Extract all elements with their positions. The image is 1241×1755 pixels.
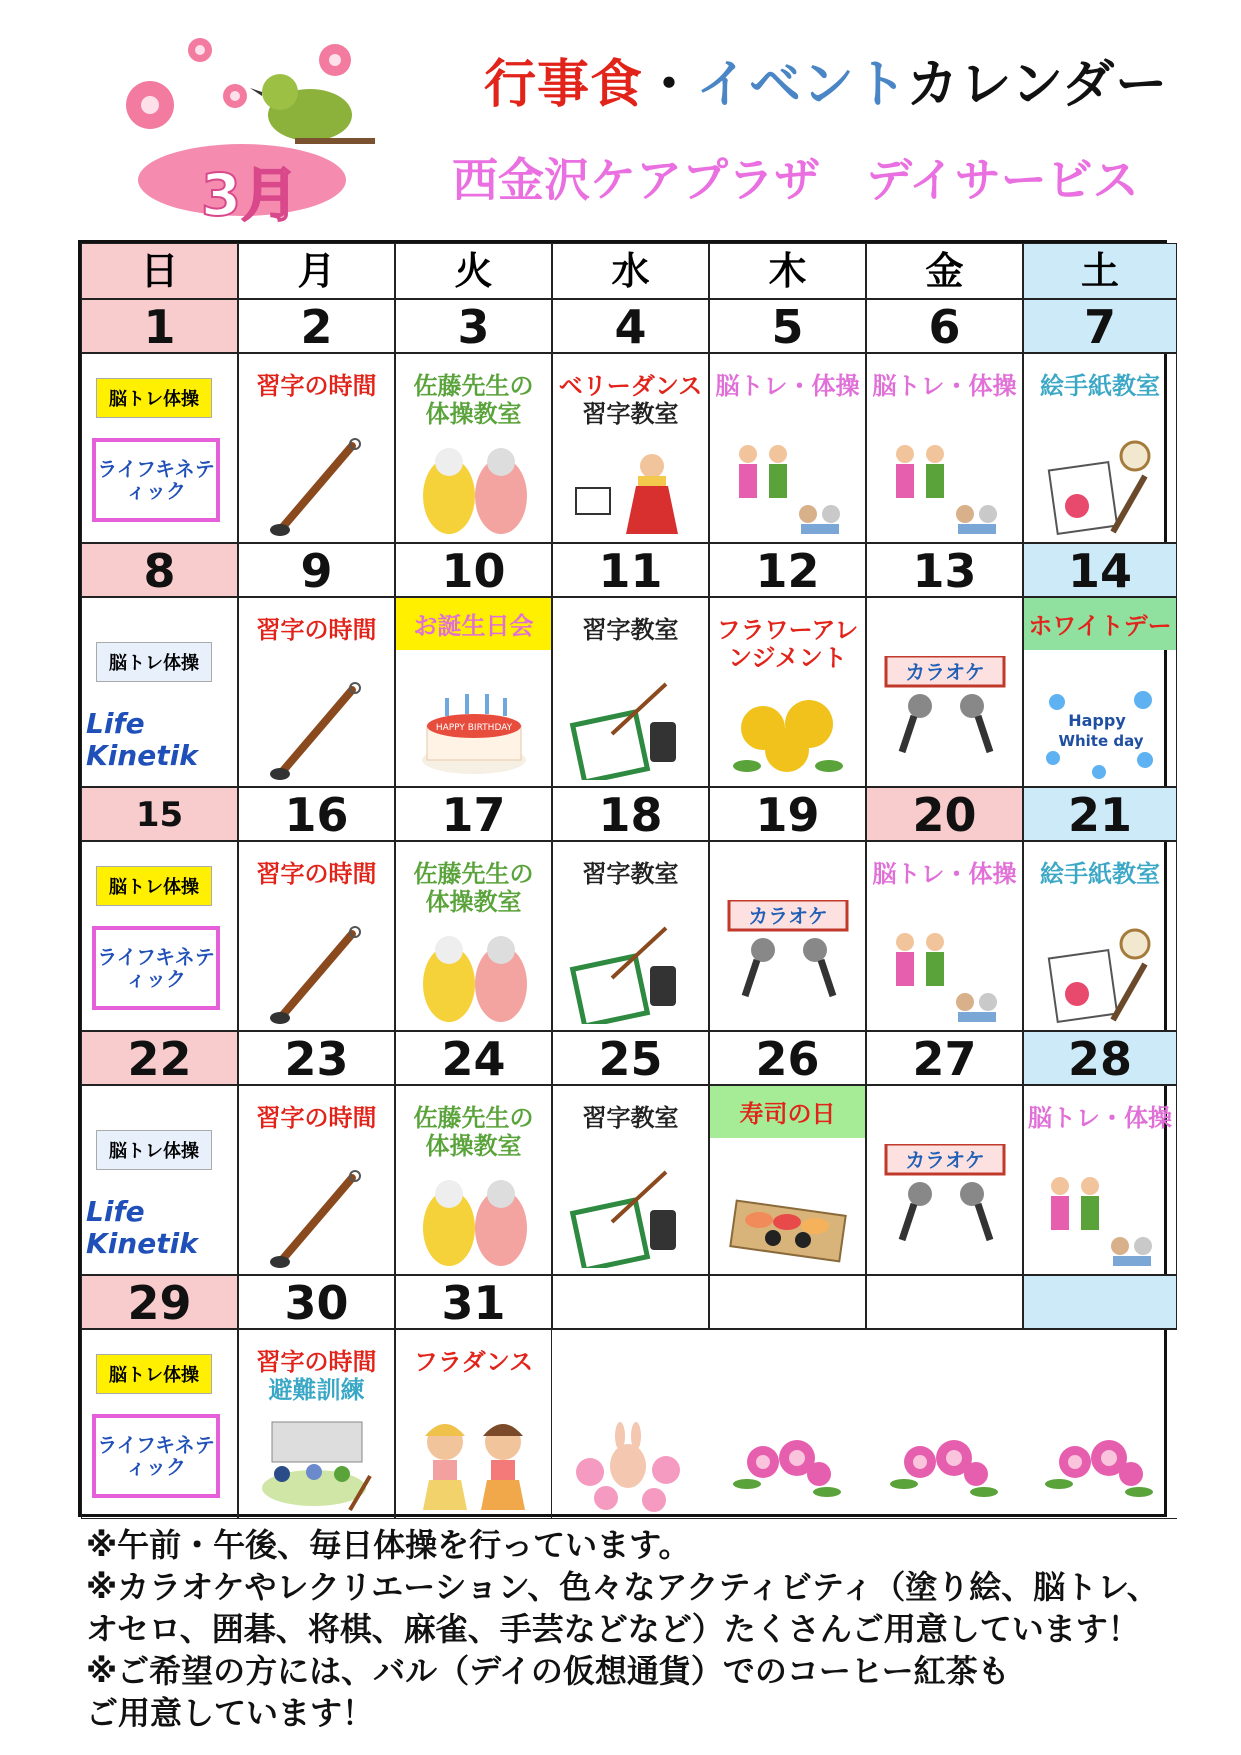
event-label: 脳トレ体操 [96, 1354, 212, 1394]
svg-text:カラオケ: カラオケ [904, 660, 985, 684]
weekday-header: 水 [552, 243, 709, 299]
day-number: 12 [709, 543, 866, 597]
event-label-2: 避難訓練 [268, 1376, 365, 1404]
event-label: 絵手紙教室 [1040, 372, 1160, 400]
day-number: 27 [866, 1031, 1023, 1085]
day-number: 4 [552, 299, 709, 353]
event-label: 佐藤先生の 体操教室 [413, 1104, 534, 1160]
event-label: 脳トレ・体操 [1028, 1104, 1172, 1132]
event-cell [238, 1085, 395, 1275]
event-cell [81, 353, 238, 543]
day-number: 1 [81, 299, 238, 353]
event-cell [1023, 353, 1177, 543]
day-number [1023, 1275, 1177, 1329]
day-number: 29 [81, 1275, 238, 1329]
karaoke-icon [867, 656, 1022, 756]
brain-training-icon [710, 436, 865, 536]
event-label: 習字の時間 [256, 1348, 377, 1376]
event-label-2: 習字教室 [582, 400, 679, 428]
day-number: 24 [395, 1031, 552, 1085]
day-number: 18 [552, 787, 709, 841]
event-label: 佐藤先生の 体操教室 [413, 372, 534, 428]
event-label: 佐藤先生の 体操教室 [413, 860, 534, 916]
event-label: 寿司の日 [710, 1086, 865, 1138]
calligraphy-icon [553, 924, 708, 1024]
event-cell [1023, 1085, 1177, 1275]
day-number: 28 [1023, 1031, 1177, 1085]
title-part2: イベント [696, 55, 907, 115]
day-number: 23 [238, 1031, 395, 1085]
brain-training-icon [1024, 1168, 1176, 1268]
title-part1: 行事食 [484, 55, 644, 115]
weekday-header: 木 [709, 243, 866, 299]
event-label: 脳トレ・体操 [872, 372, 1017, 400]
event-cell [1023, 1329, 1177, 1519]
hula-icon [396, 1412, 551, 1512]
lifekinetik-logo: Life Kinetik [86, 1195, 198, 1260]
day-number: 16 [238, 787, 395, 841]
facility-subtitle: 西金沢ケアプラザ デイサービス [452, 153, 1139, 207]
day-number: 9 [238, 543, 395, 597]
event-label: 脳トレ・体操 [715, 372, 860, 400]
event-cell [81, 841, 238, 1031]
event-cell [552, 1329, 709, 1519]
event-label: 脳トレ・体操 [872, 860, 1017, 888]
postcard-icon [1024, 924, 1176, 1024]
day-number: 14 [1023, 543, 1177, 597]
event-label: 脳トレ体操 [96, 866, 212, 906]
day-number: 8 [81, 543, 238, 597]
event-cell [81, 1085, 238, 1275]
hearts-text-2: White day [1058, 732, 1144, 750]
calligraphy-icon [553, 1168, 708, 1268]
day-number: 13 [866, 543, 1023, 597]
exercise-icon [396, 436, 551, 536]
cake-icon [396, 680, 551, 780]
calligraphy-icon [553, 680, 708, 780]
exercise-icon [396, 924, 551, 1024]
flower-icon [710, 680, 865, 780]
event-cell [1023, 841, 1177, 1031]
event-label: 習字の時間 [256, 372, 377, 400]
svg-text:カラオケ: カラオケ [747, 904, 828, 928]
hearts-icon [1024, 680, 1176, 780]
event-cell [709, 353, 866, 543]
note-line: ※午前・午後、毎日体操を行っています。 [86, 1526, 691, 1564]
event-cell [1023, 597, 1177, 787]
day-number: 6 [866, 299, 1023, 353]
day-number: 5 [709, 299, 866, 353]
event-label: フラワーアレ ンジメント [716, 616, 859, 672]
lifekinetik-logo: ライフキネティック [92, 1414, 220, 1498]
event-cell [238, 353, 395, 543]
brush-icon [239, 1168, 394, 1268]
event-cell [238, 597, 395, 787]
day-number: 20 [866, 787, 1023, 841]
event-cell [552, 841, 709, 1031]
day-number [866, 1275, 1023, 1329]
lifekinetik-logo: ライフキネティック [92, 438, 220, 522]
event-label: 習字教室 [582, 616, 679, 644]
day-number [709, 1275, 866, 1329]
day-number: 15 [81, 787, 238, 841]
event-cell [709, 1085, 866, 1275]
event-cell [709, 597, 866, 787]
lifekinetik-logo: Life Kinetik [86, 707, 198, 772]
event-label: お誕生日会 [396, 598, 551, 650]
event-cell [238, 841, 395, 1031]
day-number: 17 [395, 787, 552, 841]
calendar-grid [78, 240, 1172, 1517]
day-number: 30 [238, 1275, 395, 1329]
event-cell [552, 1085, 709, 1275]
event-cell [395, 353, 552, 543]
event-cell [395, 1329, 552, 1519]
event-cell [709, 841, 866, 1031]
page-title [484, 42, 1168, 117]
event-cell [866, 353, 1023, 543]
day-number: 26 [709, 1031, 866, 1085]
day-number: 7 [1023, 299, 1177, 353]
day-number: 31 [395, 1275, 552, 1329]
note-line: ※カラオケやレクリエーション、色々なアクティビティ（塗り絵、脳トレ、 [86, 1568, 1159, 1606]
karaoke-icon [867, 1144, 1022, 1244]
day-number: 2 [238, 299, 395, 353]
weekday-header: 金 [866, 243, 1023, 299]
weekday-header: 日 [81, 243, 238, 299]
month-badge-art [110, 30, 410, 229]
event-cell [866, 1329, 1023, 1519]
event-label: 習字教室 [582, 860, 679, 888]
event-cell [552, 597, 709, 787]
event-cell [866, 597, 1023, 787]
sushi-icon [710, 1168, 865, 1268]
cake-text: HAPPY BIRTHDAY [435, 723, 512, 733]
event-label: フラダンス [413, 1348, 534, 1376]
day-number: 11 [552, 543, 709, 597]
event-cell [395, 597, 552, 787]
event-label: ホワイトデー [1024, 598, 1176, 650]
event-cell [866, 1085, 1023, 1275]
flowers-icon [866, 1412, 1023, 1512]
postcard-icon [1024, 436, 1176, 536]
event-label: ベリーダンス [558, 372, 703, 400]
brain-training-icon [867, 924, 1022, 1024]
event-label: 習字教室 [582, 1104, 679, 1132]
note-line: ※ご希望の方には、バル（デイの仮想通貨）でのコーヒー紅茶も [86, 1652, 1010, 1690]
day-number: 19 [709, 787, 866, 841]
event-cell [709, 1329, 866, 1519]
weekday-header: 土 [1023, 243, 1177, 299]
day-number [552, 1275, 709, 1329]
event-cell [238, 1329, 395, 1519]
flowers-icon [1023, 1412, 1177, 1512]
event-cell [866, 841, 1023, 1031]
event-label: 脳トレ体操 [96, 642, 212, 682]
event-label: 習字の時間 [256, 1104, 377, 1132]
evacuation-icon [239, 1412, 394, 1512]
month-badge-text: 3月 [200, 161, 300, 229]
brain-training-icon [867, 436, 1022, 536]
event-label: 習字の時間 [256, 616, 377, 644]
hearts-text-1: Happy [1068, 711, 1126, 730]
brush-icon [239, 680, 394, 780]
event-label: 習字の時間 [256, 860, 377, 888]
event-label: 脳トレ体操 [96, 378, 212, 418]
event-cell [552, 353, 709, 543]
title-part3: カレンダー [906, 55, 1169, 115]
bunny-flowers-icon [552, 1412, 709, 1512]
event-cell [395, 841, 552, 1031]
bellydance-icon [553, 436, 708, 536]
exercise-icon [396, 1168, 551, 1268]
event-cell [81, 597, 238, 787]
day-number: 3 [395, 299, 552, 353]
weekday-header: 月 [238, 243, 395, 299]
event-cell [81, 1329, 238, 1519]
svg-text:カラオケ: カラオケ [904, 1148, 985, 1172]
day-number: 25 [552, 1031, 709, 1085]
brush-icon [239, 924, 394, 1024]
note-line: ご用意しています！ [86, 1694, 375, 1732]
day-number: 21 [1023, 787, 1177, 841]
karaoke-icon [710, 900, 865, 1000]
event-cell [395, 1085, 552, 1275]
brush-icon [239, 436, 394, 536]
note-line: オセロ、囲碁、将棋、麻雀、手芸などなど）たくさんご用意しています！ [86, 1610, 1140, 1648]
flowers-icon [709, 1412, 866, 1512]
lifekinetik-logo: ライフキネティック [92, 926, 220, 1010]
event-label: 脳トレ体操 [96, 1130, 212, 1170]
event-label: 絵手紙教室 [1040, 860, 1160, 888]
day-number: 10 [395, 543, 552, 597]
day-number: 22 [81, 1031, 238, 1085]
weekday-header: 火 [395, 243, 552, 299]
title-dot: ・ [643, 55, 697, 115]
